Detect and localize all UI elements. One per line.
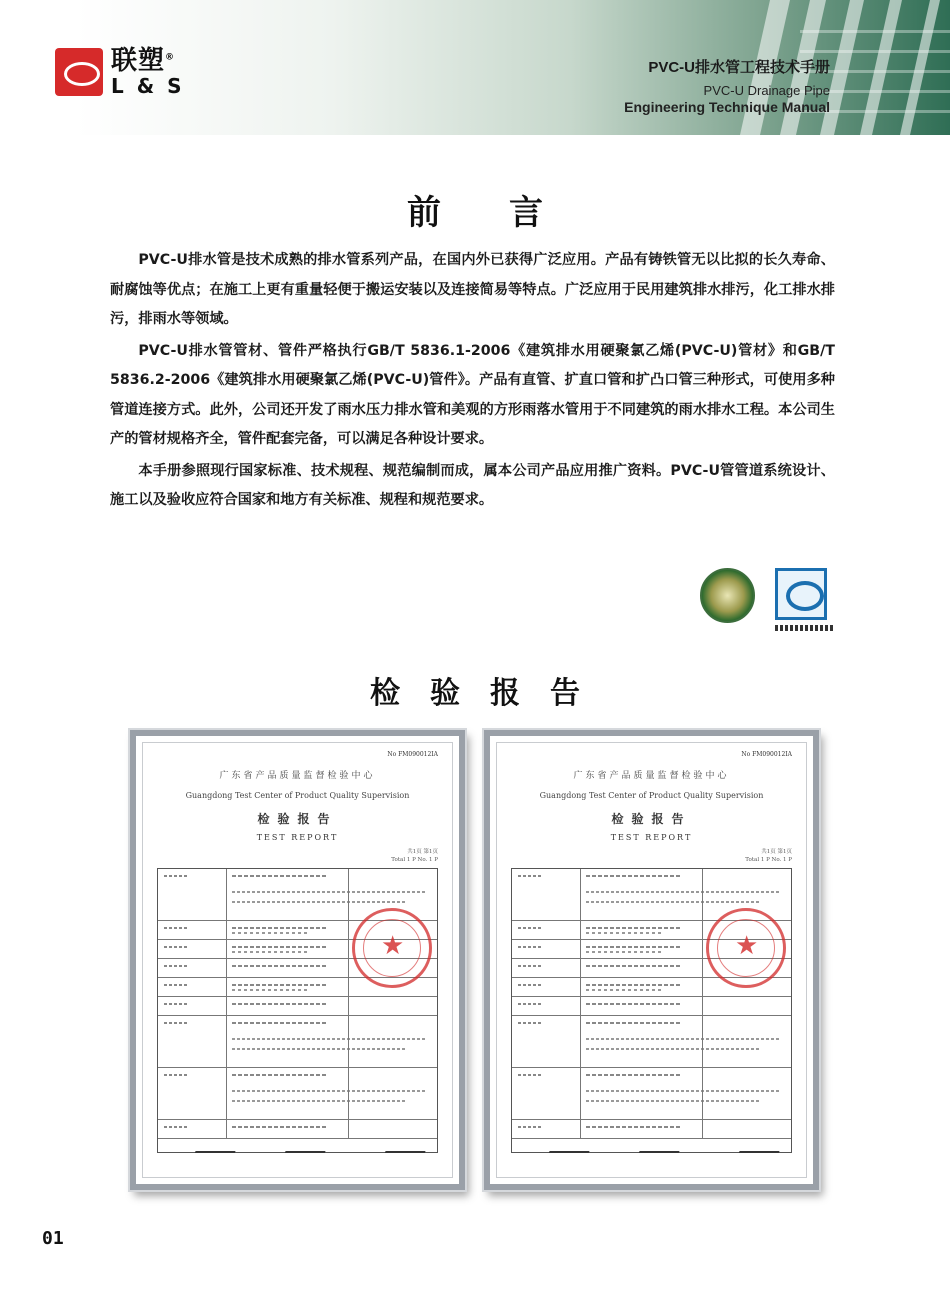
report-title-chinese: 检验报告: [257, 812, 338, 826]
signature-icon: [639, 1141, 683, 1153]
report-title-english: TEST REPORT: [256, 833, 339, 842]
page-number: 01: [42, 1228, 64, 1249]
logo-chinese-name: 联塑: [111, 46, 166, 76]
signature-icon: [549, 1141, 593, 1153]
red-official-stamp-icon: [352, 908, 432, 988]
preface-paragraph: 本手册参照现行国家标准、技术规程、规范编制而成，属本公司产品应用推广资料。PVC-U管管道系统设计、施工以及验收应符合国家和地方有关标准、规程和规范要求。: [110, 462, 835, 508]
manual-title-chinese: PVC-U排水管工程技术手册: [648, 59, 830, 76]
report-org-chinese: 广东省产品质量监督检验中心: [573, 771, 730, 781]
report-title-chinese: 检验报告: [611, 812, 692, 826]
header-band: [0, 0, 950, 135]
preface-paragraph: PVC-U排水管是技术成熟的排水管系列产品，在国内外已获得广泛应用。产品有铸铁管无以比拟的长久寿命、耐腐蚀等优点；在施工上更有重量轻便于搬运安装以及连接简易等特点。广泛应用于民用建筑排水排污，化工排水排污，排雨水等领域。: [110, 252, 835, 327]
signature-row: [157, 1141, 438, 1155]
test-report-document: [130, 730, 465, 1190]
preface-heading: 前言: [407, 193, 611, 233]
report-org-chinese: 广东省产品质量监督检验中心: [219, 771, 376, 781]
preface-paragraph: PVC-U排水管管材、管件严格执行GB/T 5836.1-2006《建筑排水用硬聚氯乙烯(PVC-U)管材》和GB/T 5836.2-2006《建筑排水用硬聚氯乙烯(PVC-U)管件》。产品有直管、扩直口管和扩凸口管三种形式，可使用多种管道连接方式。此外，公司还开发了雨水压力排水管和美观的方形雨落水管用于不同建筑的雨水排水工程。本公司生产的管材规格齐全，管件配套完备，可以满足各种设计要求。: [110, 342, 835, 447]
report-page-count: 共1页 第1页 Total 1 P No. 1 P: [391, 849, 438, 863]
logo-english-name: L & S: [111, 74, 185, 98]
signature-icon: [195, 1141, 239, 1153]
manual-title-english-line1: PVC-U Drainage Pipe: [703, 83, 830, 98]
preface-body: [110, 246, 835, 518]
logo-emblem-icon: [55, 48, 103, 96]
report-title-english: TEST REPORT: [610, 833, 693, 842]
green-certification-seal-icon: [700, 568, 755, 623]
manual-title-block: [624, 56, 830, 115]
registered-mark: ®: [165, 52, 176, 63]
company-logo: [55, 48, 185, 96]
certification-logos: [700, 568, 827, 623]
report-org-english: Guangdong Test Center of Product Quality Supervision: [185, 791, 410, 800]
manual-title-english-line2: Engineering Technique Manual: [624, 99, 830, 115]
report-number: No FM090012IA: [741, 751, 792, 758]
blue-quality-mark-icon: [775, 568, 827, 620]
signature-icon: [285, 1141, 329, 1153]
test-report-document: [484, 730, 819, 1190]
signature-row: [511, 1141, 792, 1155]
signature-icon: [385, 1141, 429, 1153]
signature-icon: [739, 1141, 783, 1153]
red-official-stamp-icon: [706, 908, 786, 988]
inspection-report-heading: 检验报告: [370, 676, 610, 711]
report-number: No FM090012IA: [387, 751, 438, 758]
report-org-english: Guangdong Test Center of Product Quality Supervision: [539, 791, 764, 800]
report-page-count: 共1页 第1页 Total 1 P No. 1 P: [745, 849, 792, 863]
